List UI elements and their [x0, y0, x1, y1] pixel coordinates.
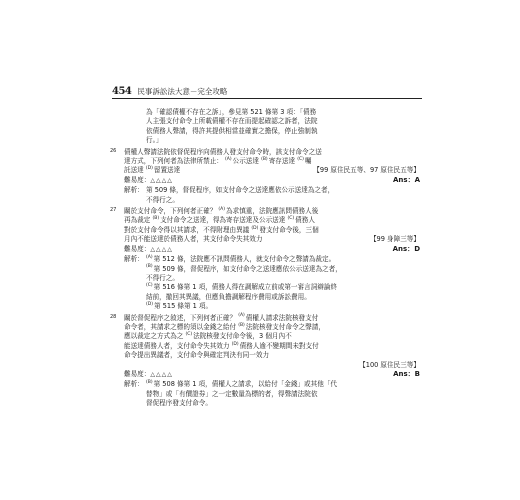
- difficulty-answer-row: [124, 370, 420, 379]
- question-options-line: 託送達 $^{(D)}$留置送達 【99 原住民五等、97 原住民五等】: [124, 166, 420, 175]
- intro-line: 行。」: [146, 136, 163, 145]
- question-stem: 關於支付命令，下列何者正確？: [124, 207, 217, 216]
- intro-line: 人主張支付命令上所載債權不存在而提起確認之訴者，法院: [146, 117, 318, 126]
- option-a: 為求慎重，法院應訊問債務人後: [226, 207, 319, 216]
- page-header: [112, 86, 422, 99]
- difficulty-answer-row: [124, 245, 420, 254]
- option-c: 法院核發支付命令後，3 個月內不: [193, 332, 292, 341]
- difficulty-answer-row: [124, 176, 420, 185]
- exam-source: 【99 原住民五等、97 原住民五等】: [313, 166, 420, 175]
- question-stem: 債權人聲請法院依督促程序向債務人發支付命令時，該支付命令之送: [124, 147, 322, 156]
- option-d: 留置送達: [153, 166, 181, 175]
- difficulty-label: 難易度：: [124, 175, 151, 184]
- difficulty-label: 難易度：: [124, 244, 151, 253]
- answer: Ans：B: [393, 369, 420, 378]
- explanation-label: 解析：: [124, 380, 144, 389]
- explanation: 解析： $^{(A)}$第 512 條，法院應不訊問債務人，就支付命令之聲請為裁定。 $^{(B)}$第 509 條，督促程序，如支付命令之送達應依公示送達為之者， 不得行之。 $^{(C)}$第 516 條第 1 項，債務人得在調解成立前或第一審言詞辯論終 結前，撤回其異議，但應負擔調解程序費用或訴訟費用。 $^{(D)}$第 515 條第 1 項。: [124, 254, 342, 311]
- difficulty-rating: △△△△: [150, 176, 173, 184]
- option-d: 債務人逾不變期間未對支付: [239, 341, 319, 350]
- page-number: 454: [112, 86, 132, 97]
- explanation: 解析： $^{(B)}$第 508 條第 1 項，債權人之請求，以給付「金錢」或其他「代 替物」或「有價證券」之一定數量為標的者，得聲請法院依 督促程序發支付命令。: [124, 380, 338, 408]
- question-26: [110, 147, 420, 205]
- page-body: [110, 108, 420, 409]
- exam-source: 【99 身障三等】: [369, 235, 420, 244]
- difficulty-label: 難易度：: [124, 369, 151, 378]
- option-b: 寄存送達: [268, 157, 296, 166]
- option-a: 公示送達: [232, 157, 259, 166]
- running-title: 民事訴訟法大意－完全攻略: [137, 87, 228, 96]
- explanation-label: 解析：: [124, 255, 144, 264]
- answer: Ans：D: [392, 244, 420, 253]
- question-28: 28 關於督促程序之敘述，下列何者正確？ $^{(A)}$債權人請求法院核發支付 命令者，其請求之標的須以金錢之給付 $^{(B)}$法院核發支付命令之聲請， 應以裁定之方式為之 $^{(C)}$法院核發支付命令後，3 個月內不 能送達債務人者，支付命令失其效力 $^{(D)}$債務人逾不變期間未對支付 命令提出異議者，支付命令與確定判決有同一效力 【100 原住民三等】 難易度：△△△△ Ans：B 解析： $^{(B)}$第 508 條第 1 項，債權人之請求，以給付「金錢」或其他「代 替物」或「有價證券」之一定數量為標的者，得聲請法院依 督促程序發支付命令。: [110, 313, 420, 408]
- question-number: 27: [110, 207, 117, 214]
- explanation: 解析： 第 509 條，督促程序，如支付命令之送達應依公示送達為之者， 不得行之。: [124, 186, 335, 204]
- exam-source: 【100 原住民三等】: [359, 360, 420, 369]
- option-a: 債權人請求法院核發支付: [245, 313, 319, 322]
- option-b: 法院核發支付命令之聲請，: [245, 322, 325, 331]
- answer: Ans：A: [393, 175, 420, 184]
- intro-line: 依債務人聲請，得許其提供相當並確實之擔保，停止強制執: [146, 126, 318, 135]
- option-b: 支付命令之送達，得為寄存送達及公示送達: [160, 216, 286, 225]
- question-number: 26: [110, 147, 117, 154]
- intro-paragraph: [118, 108, 420, 146]
- question-number: 28: [110, 313, 117, 320]
- explanation-label: 解析：: [124, 186, 144, 195]
- option-d: 發支付命令後，三個: [259, 225, 319, 234]
- difficulty-rating: △△△△: [150, 245, 173, 253]
- option-c: 囑: [304, 157, 312, 166]
- question-stem-options: 達方式，下列何者為法律所禁止： $^{(A)}$公示送達 $^{(B)}$寄存送達 $^{(C)}$囑: [124, 156, 312, 166]
- intro-line: 為「確認債權不存在之訴」，參見第 521 條第 3 項：「債務: [146, 108, 317, 116]
- difficulty-rating: △△△△: [150, 370, 173, 378]
- question-27: 27 關於支付命令，下列何者正確？ $^{(A)}$為求慎重，法院應訊問債務人後 再為裁定 $^{(B)}$支付命令之送達，得為寄存送達及公示送達 $^{(C)}$債務人 對於支付命令得以其請求，不得附理由異議 $^{(D)}$發支付命令後，三個 月內不能送達於債務人者，其支付命令失其效力 【99 身障三等】 難易度：△△△△ Ans：D 解析： $^{(A)}$第 512 條，法院應不訊問債務人，就支付命令之聲請為裁定。 $^{(B)}$第 509 條，督促程序，如支付命令之送達應依公示送達為之者， 不得行之。 $^{(C)}$第 516 條第 1 項，債務人得在調解成立前或第一審言詞辯論終 結前，撤回其異議，但應負擔調解程序費用或訴訟費用。 $^{(D)}$第 515 條第 1 項。: [110, 206, 420, 311]
- option-c: 債務人: [295, 216, 315, 225]
- question-stem: 關於督促程序之敘述，下列何者正確？: [124, 313, 237, 322]
